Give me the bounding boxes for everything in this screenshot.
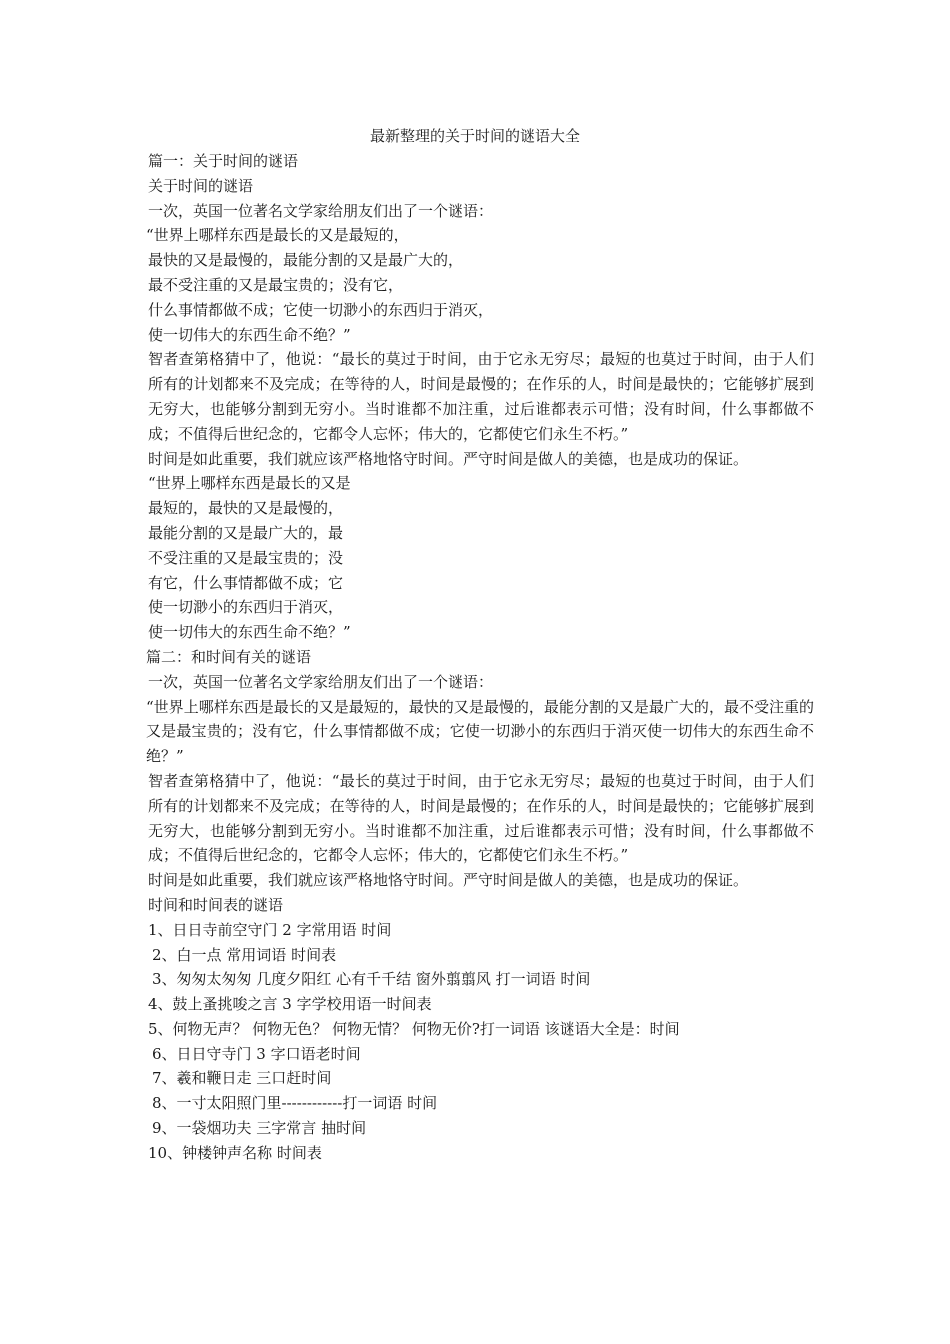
document-title: 最新整理的关于时间的谜语大全 [369, 127, 580, 145]
riddle-line: 什么事情都做不成；它使一切渺小的东西归于消灭， [148, 300, 494, 319]
section1-answer: 智者查第格猜中了，他说：“最长的莫过于时间，由于它永无穷尽；最短的也莫过于时间，由于人们所有的计划都来不及完成；在等待的人，时间是最慢的；在作乐的人，时间是最快的；它能够扩展到无穷大，也能够分割到无穷小。当时谁都不加注重，过后谁都表示可惜；没有时间，什么事都做不成；不值得后世纪念的，它都令人忘怀；伟大的，它都使它们永生不朽。” [148, 350, 814, 443]
list-item: 1、日日寺前空守门 2 字常用语 时间 [148, 920, 392, 939]
section2-heading: 篇二：和时间有关的谜语 [146, 647, 312, 666]
list-item: 9、一袋烟功夫 三字常言 抽时间 [152, 1119, 367, 1138]
riddle-line: 使一切渺小的东西归于消灭， [148, 598, 344, 617]
list-item: 3、匆匆太匆匆 几度夕阳红 心有千千结 窗外翦翦风 打一词语 时间 [152, 970, 591, 989]
section2-conclusion: 时间是如此重要，我们就应该严格地恪守时间。严守时间是做人的美德，也是成功的保证。 [148, 871, 749, 890]
list-item: 6、日日守寺门 3 字口语老时间 [152, 1044, 361, 1063]
list-item: 8、一寸太阳照门里------------打一词语 时间 [152, 1094, 438, 1113]
section2-riddle: “世界上哪样东西是最长的又是最短的，最快的又是最慢的，最能分割的又是最广大的，最不受注重的又是最宝贵的；没有它，什么事情都做不成；它使一切渺小的东西归于消灭使一切伟大的东西生命不绝？” [146, 697, 814, 766]
section1-subheading: 关于时间的谜语 [148, 176, 254, 195]
riddle-line: 使一切伟大的东西生命不绝？” [148, 325, 351, 344]
riddle-line: 使一切伟大的东西生命不绝？” [148, 623, 351, 642]
section2-answer: 智者查第格猜中了，他说：“最长的莫过于时间，由于它永无穷尽；最短的也莫过于时间，由于人们所有的计划都来不及完成；在等待的人，时间是最慢的；在作乐的人，时间是最快的；它能够扩展到无穷大，也能够分割到无穷小。当时谁都不加注重，过后谁都表示可惜；没有时间，什么事都做不成；不值得后世纪念的，它都令人忘怀；伟大的，它都使它们永生不朽。” [148, 771, 814, 865]
riddle-line: 最快的又是最慢的，最能分割的又是最广大的， [148, 251, 464, 270]
section1-heading: 篇一：关于时间的谜语 [148, 152, 299, 170]
list-item: 4、鼓上蚤挑唆之言 3 字学校用语一时间表 [148, 995, 432, 1014]
list-item: 7、羲和鞭日走 三口赶时间 [152, 1069, 332, 1088]
section1-intro: 一次，英国一位著名文学家给朋友们出了一个谜语： [148, 201, 494, 220]
riddle-line: 不受注重的又是最宝贵的；没 [148, 548, 344, 567]
riddle-line: 最短的，最快的又是最慢的， [148, 499, 344, 518]
section1-conclusion: 时间是如此重要，我们就应该严格地恪守时间。严守时间是做人的美德，也是成功的保证。 [148, 449, 749, 468]
list-item: 10、钟楼钟声名称 时间表 [148, 1143, 322, 1162]
list-item: 5、何物无声？ 何物无色？ 何物无情？ 何物无价?打一词语 该谜语大全是：时间 [148, 1019, 680, 1038]
list-heading: 时间和时间表的谜语 [148, 895, 284, 914]
riddle-line: 最不受注重的又是最宝贵的；没有它， [148, 275, 404, 294]
riddle-line: 有它，什么事情都做不成；它 [148, 573, 344, 592]
list-item: 2、白一点 常用词语 时间表 [152, 945, 337, 964]
document-body [146, 149, 814, 1166]
riddle-line: 最能分割的又是最广大的，最 [148, 523, 344, 542]
riddle-line: “世界上哪样东西是最长的又是最短的， [146, 226, 409, 245]
section2-intro: 一次，英国一位著名文学家给朋友们出了一个谜语： [148, 672, 494, 691]
riddle-line: “世界上哪样东西是最长的又是 [148, 474, 351, 493]
